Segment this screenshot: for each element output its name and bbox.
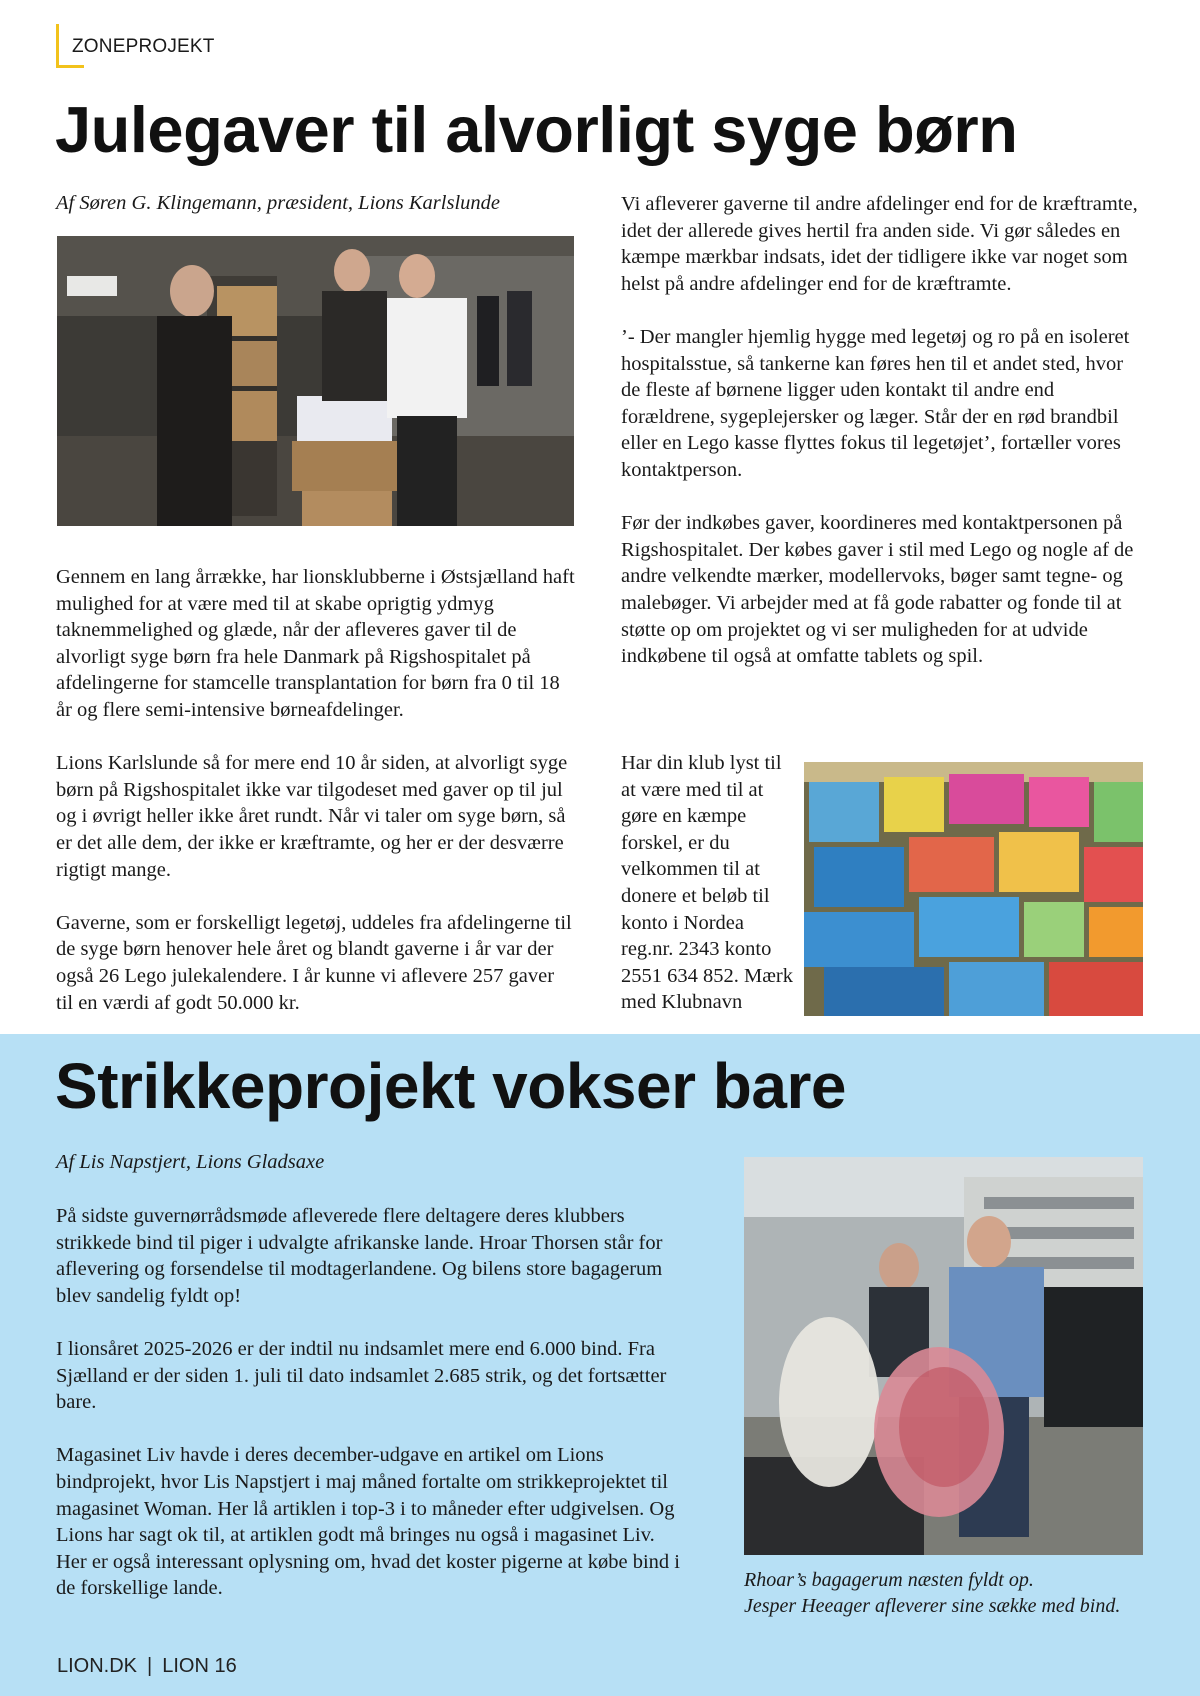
car-trunk-bags-photo — [744, 1157, 1143, 1555]
hospital-delivery-photo — [57, 236, 574, 526]
article1-paragraph: Gaverne, som er forskelligt legetøj, uddeles fra afdelingerne til de syge børn henover hele året og blandt gaverne i år var der også 26 Lego julekalendere. I år kunne vi aflevere 257 gaver til en værdi af godt 50.000 kr. — [56, 911, 572, 1014]
footer-page-number: LION 16 — [162, 1655, 237, 1677]
footer-site-link[interactable]: LION.DK — [57, 1655, 138, 1677]
article1-paragraph: ’- Der mangler hjemlig hygge med legetøj og ro på en isoleret hospitalsstue, så tankerne kan føres hen til et andet sted, hvor de fleste af børnene ligger uden kontakt til andre end forældrene, sygeplejersker og læger. Står der en rød brandbil eller en Lego kasse flyttes fokus til legetøjet’, fortæller vores kontaktperson. — [621, 325, 1130, 481]
page-footer — [57, 1655, 237, 1678]
article1-title: Julegaver til alvorligt syge børn — [55, 93, 1018, 166]
section-label-text: ZONEPROJEKT — [72, 36, 215, 57]
article1-paragraph: Gennem en lang årrække, har lionsklubberne i Østsjælland haft mulighed for at være med til at skabe oprigtig ydmyg taknemmelighed og glæde, når der afleveres gaver til de alvorligt syge børn fra hele Danmark på Rigshospitalet på afdelingerne for stamcelle transplantation for børn fra 0 til 18 år og flere semi-intensive børneafdelinger. — [56, 566, 575, 721]
article1-paragraph: Før der indkøbes gaver, koordineres med kontaktpersonen på Rigshospitalet. Der købes gaver i stil med Lego og nogle af de andre velkendte mærker, modellervoks, bøger samt tegne- og malebøger. Vi arbejder med at få gode rabatter og fonde til at støtte op om projektet og vi ser muligheden for at udvide indkøbene til også at omfatte tablets og spil. — [621, 512, 1134, 668]
article1-right-column — [621, 191, 1144, 670]
article1-paragraph: Vi afleverer gaverne til andre afdelinger end for de kræftramte, idet der allerede gives hertil fra anden side. Vi gør således en kæmpe mærkbar indsats, idet der tidligere ikke var noget som helst på andre afdelinger end for de kræftramte. — [621, 193, 1138, 295]
article1-byline: Af Søren G. Klingemann, præsident, Lions Karlslunde — [56, 192, 500, 214]
article2-byline: Af Lis Napstjert, Lions Gladsaxe — [56, 1151, 325, 1173]
article2-paragraph: I lionsåret 2025-2026 er der indtil nu indsamlet mere end 6.000 bind. Fra Sjælland er der siden 1. juli til dato indsamlet 2.685 strik, og det fortsætter bare. — [56, 1337, 667, 1414]
toy-boxes-photo — [804, 762, 1143, 1016]
article1-paragraph: Lions Karlslunde så for mere end 10 år siden, at alvorligt syge børn på Rigshospitalet ikke var tilgodeset med gaver op til jul og i øvrigt heller ikke året rundt. Når vi taler om syge børn, så er det alle dem, der ikke er kræftramte, og her er der desværre rigtigt mange. — [56, 752, 568, 881]
article2-column — [56, 1203, 688, 1602]
article2-paragraph: Magasinet Liv havde i deres december-udgave en artikel om Lions bindprojekt, hvor Lis Napstjert i maj måned fortalte om strikkeprojektet til magasinet Woman. Her lå artiklen i top-3 i to måneder efter udgivelsen. Og Lions har sagt ok til, at artiklen godt må bringes nu også i magasinet Liv. Her er også interessant oplysning om, hvad det koster pigerne at købe bind i de forskellige lande. — [56, 1444, 680, 1600]
article2-paragraph: På sidste guvernørrådsmøde afleverede flere deltagere deres klubbers strikkede bind til piger i udvalgte afrikanske lande. Hroar Thorsen står for aflevering og forsendelse til modtagerlandene. Og bilens store bagagerum blev sandelig fyldt op! — [56, 1205, 663, 1307]
article2-title: Strikkeprojekt vokser bare — [55, 1050, 846, 1122]
donation-text: Har din klub lyst til at være med til at gøre en kæmpe forskel, er du velkommen til at donere et beløb til konto i Nordea reg.nr. 2343 konto 2551 634 852. Mærk med Klubnavn — [621, 752, 793, 1014]
photo-caption-line1: Rhoar’s bagagerum næsten fyldt op. — [744, 1569, 1034, 1591]
article1-left-column — [56, 564, 576, 1016]
section-label — [56, 24, 215, 68]
footer-separator: | — [147, 1655, 153, 1677]
photo-caption-line2: Jesper Heeager afleverer sine sække med bind. — [744, 1595, 1121, 1617]
